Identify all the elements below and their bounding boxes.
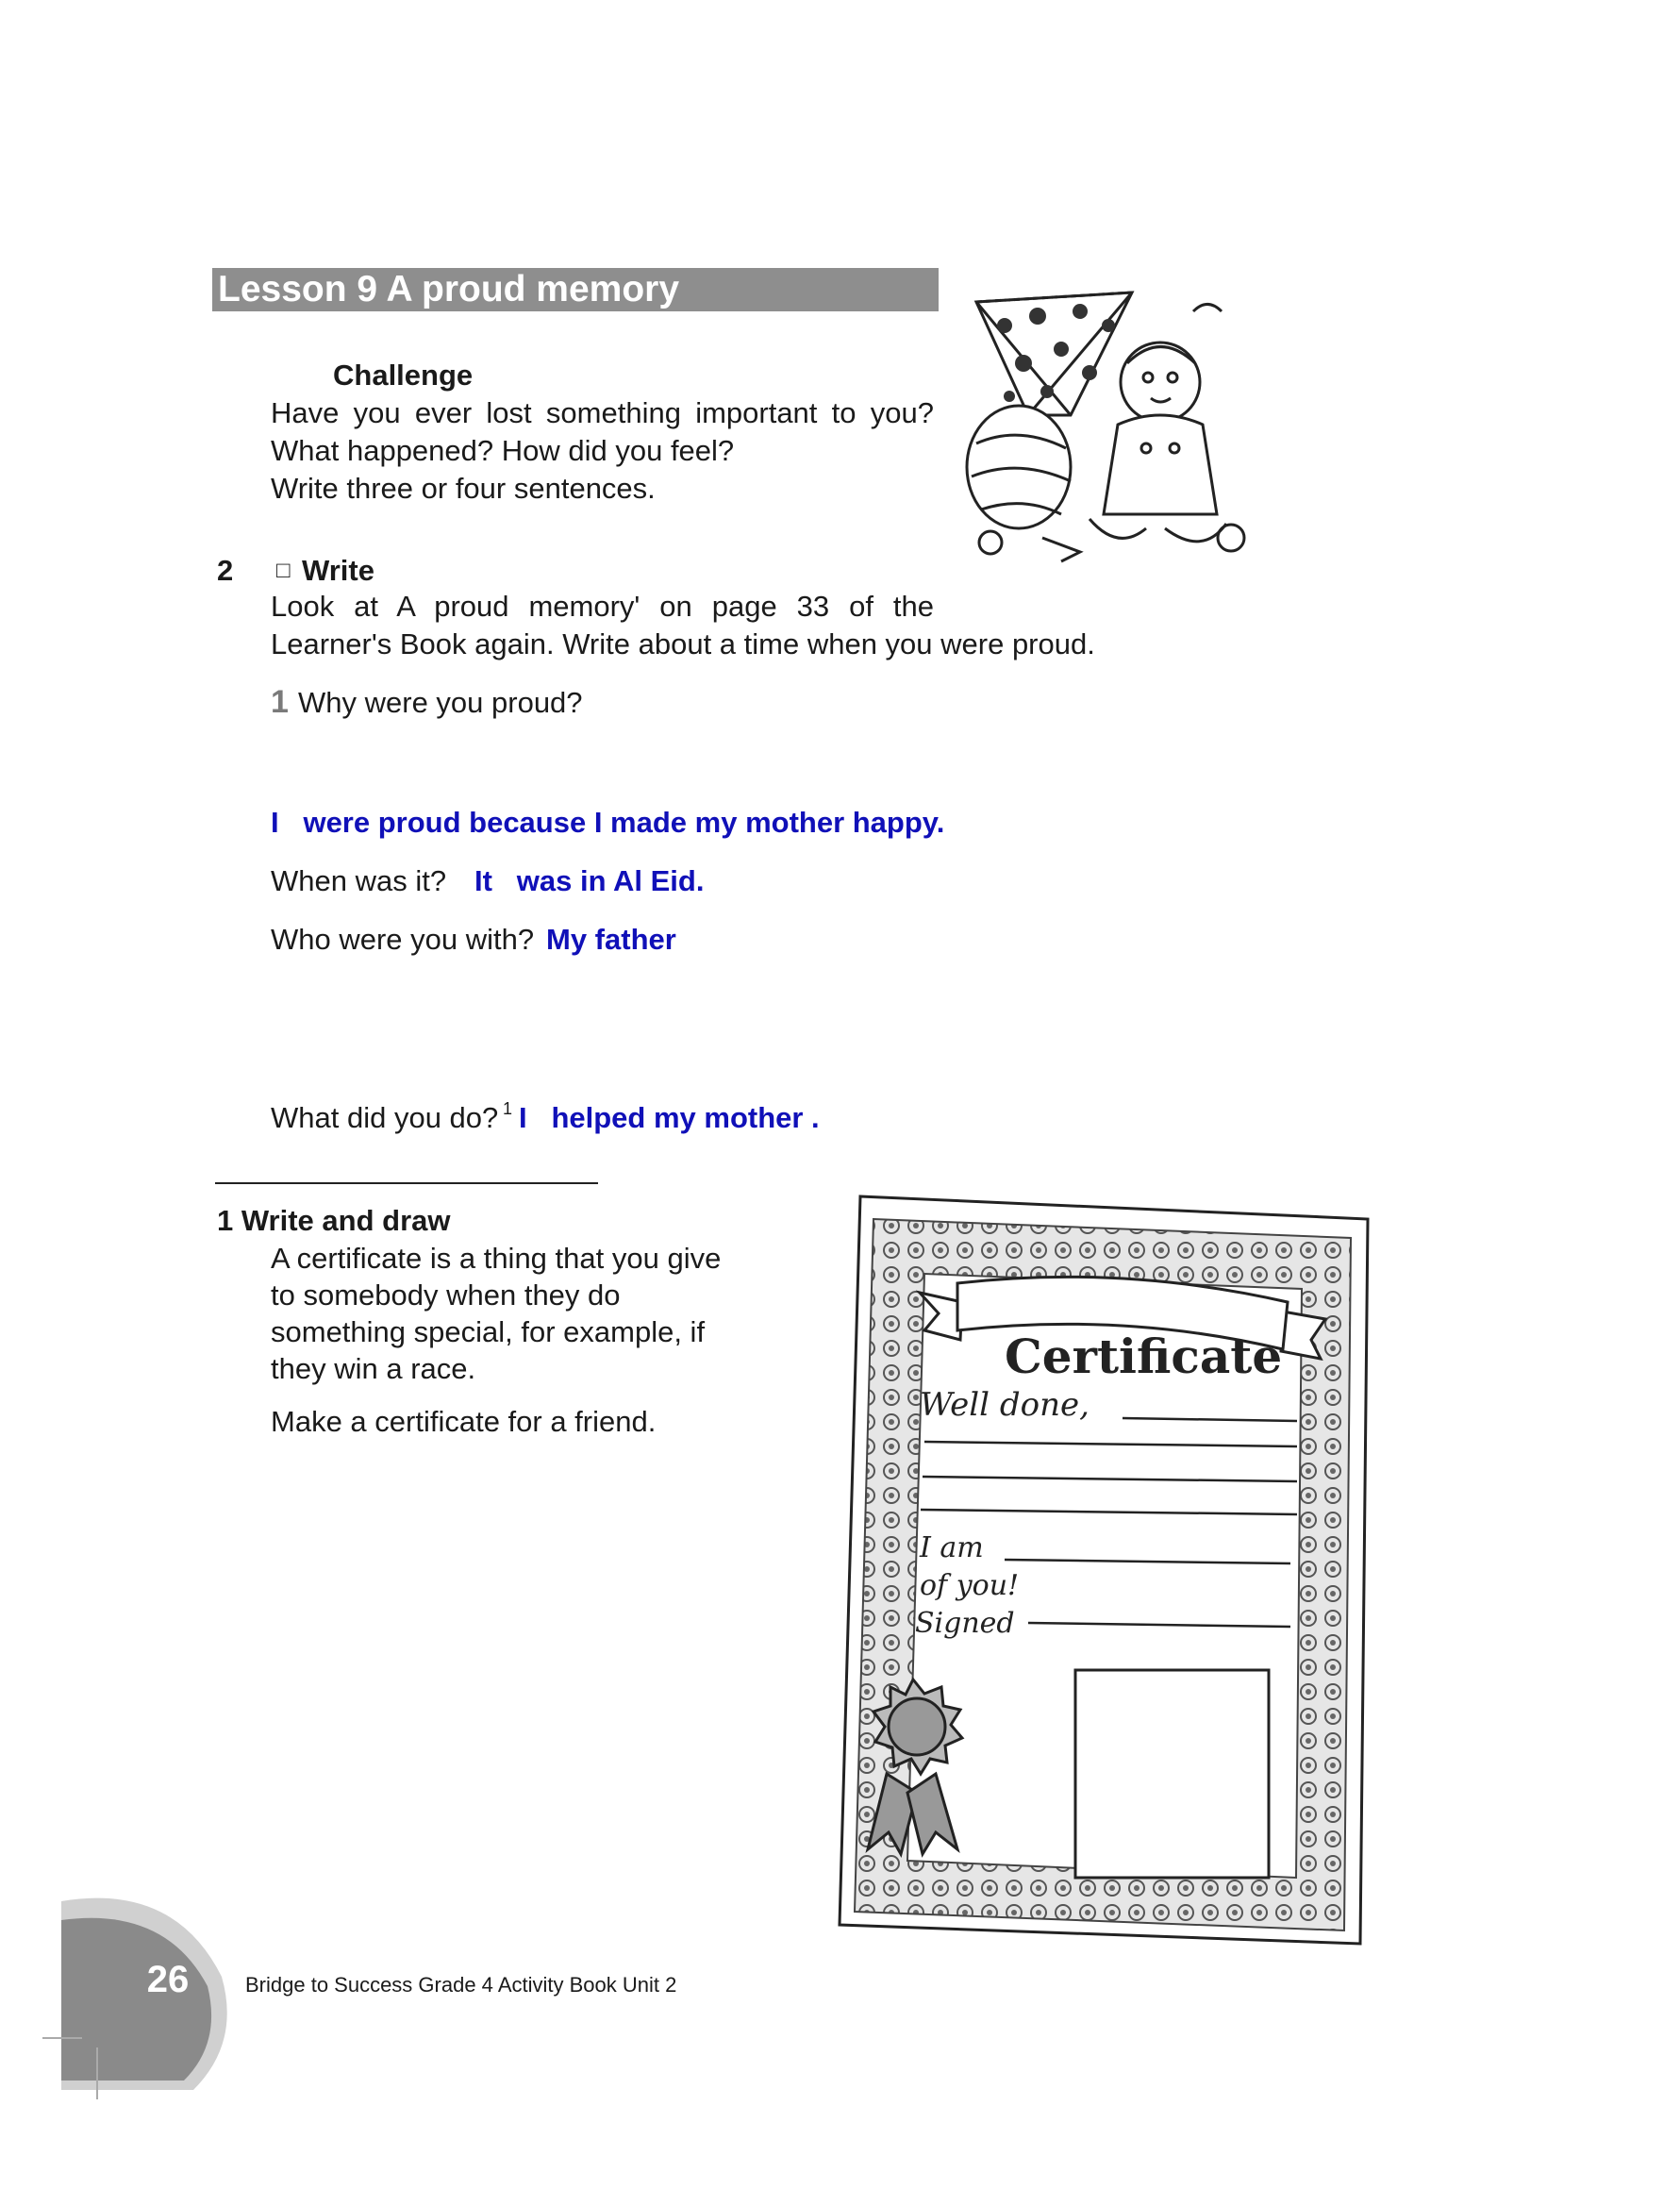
- page-number: 26: [146, 1959, 190, 2000]
- page-number-tab: [42, 1892, 231, 2099]
- question-4-superscript: 1: [503, 1099, 513, 1118]
- certificate-i-am: I am: [920, 1531, 984, 1564]
- certificate-title: Certificate: [1005, 1329, 1283, 1384]
- certificate-illustration: [830, 1189, 1377, 1981]
- challenge-heading: Challenge: [333, 359, 474, 392]
- write-draw-line-4: they win a race.: [271, 1352, 476, 1385]
- certificate-picture-box: [1075, 1670, 1269, 1878]
- challenge-line-1: Have you ever lost something important to you?: [271, 396, 934, 429]
- answer-2: It was in Al Eid.: [474, 864, 705, 897]
- question-3-text: Who were you with?: [271, 923, 535, 956]
- certificate-of-you: of you!: [920, 1569, 1020, 1602]
- write-instruction-1: Look at A proud memory' on page 33 of the: [271, 590, 934, 623]
- write-draw-line-5: Make a certificate for a friend.: [271, 1405, 657, 1438]
- certificate-signed: Signed: [915, 1607, 1015, 1640]
- question-1-text: Why were you proud?: [298, 686, 583, 719]
- write-section-number: 2: [217, 554, 234, 587]
- answer-4: I helped my mother .: [519, 1101, 820, 1134]
- kite-doll-illustration: [948, 283, 1269, 566]
- footer-text: Bridge to Success Grade 4 Activity Book Unit 2: [245, 1973, 677, 1997]
- section-divider: [215, 1182, 598, 1184]
- write-draw-line-2: to somebody when they do: [271, 1278, 621, 1312]
- write-draw-line-1: A certificate is a thing that you give: [271, 1242, 722, 1275]
- write-heading: Write: [302, 554, 374, 587]
- answer-1: I were proud because I made my mother happy.: [271, 806, 945, 839]
- write-checkbox[interactable]: □: [276, 558, 291, 583]
- write-draw-heading: 1 Write and draw: [217, 1204, 451, 1237]
- write-instruction-2: Learner's Book again. Write about a time when you were proud.: [271, 627, 1095, 660]
- challenge-line-3: Write three or four sentences.: [271, 472, 656, 505]
- lesson-title-banner: Lesson 9 A proud memory: [212, 268, 939, 311]
- write-draw-line-3: something special, for example, if: [271, 1315, 706, 1348]
- certificate-well-done: Well done,: [920, 1386, 1090, 1424]
- question-4-text: What did you do?: [271, 1101, 499, 1134]
- question-1-number: 1: [271, 684, 289, 720]
- challenge-line-2: What happened? How did you feel?: [271, 434, 735, 467]
- answer-3: My father: [546, 923, 676, 956]
- question-2-text: When was it?: [271, 864, 447, 897]
